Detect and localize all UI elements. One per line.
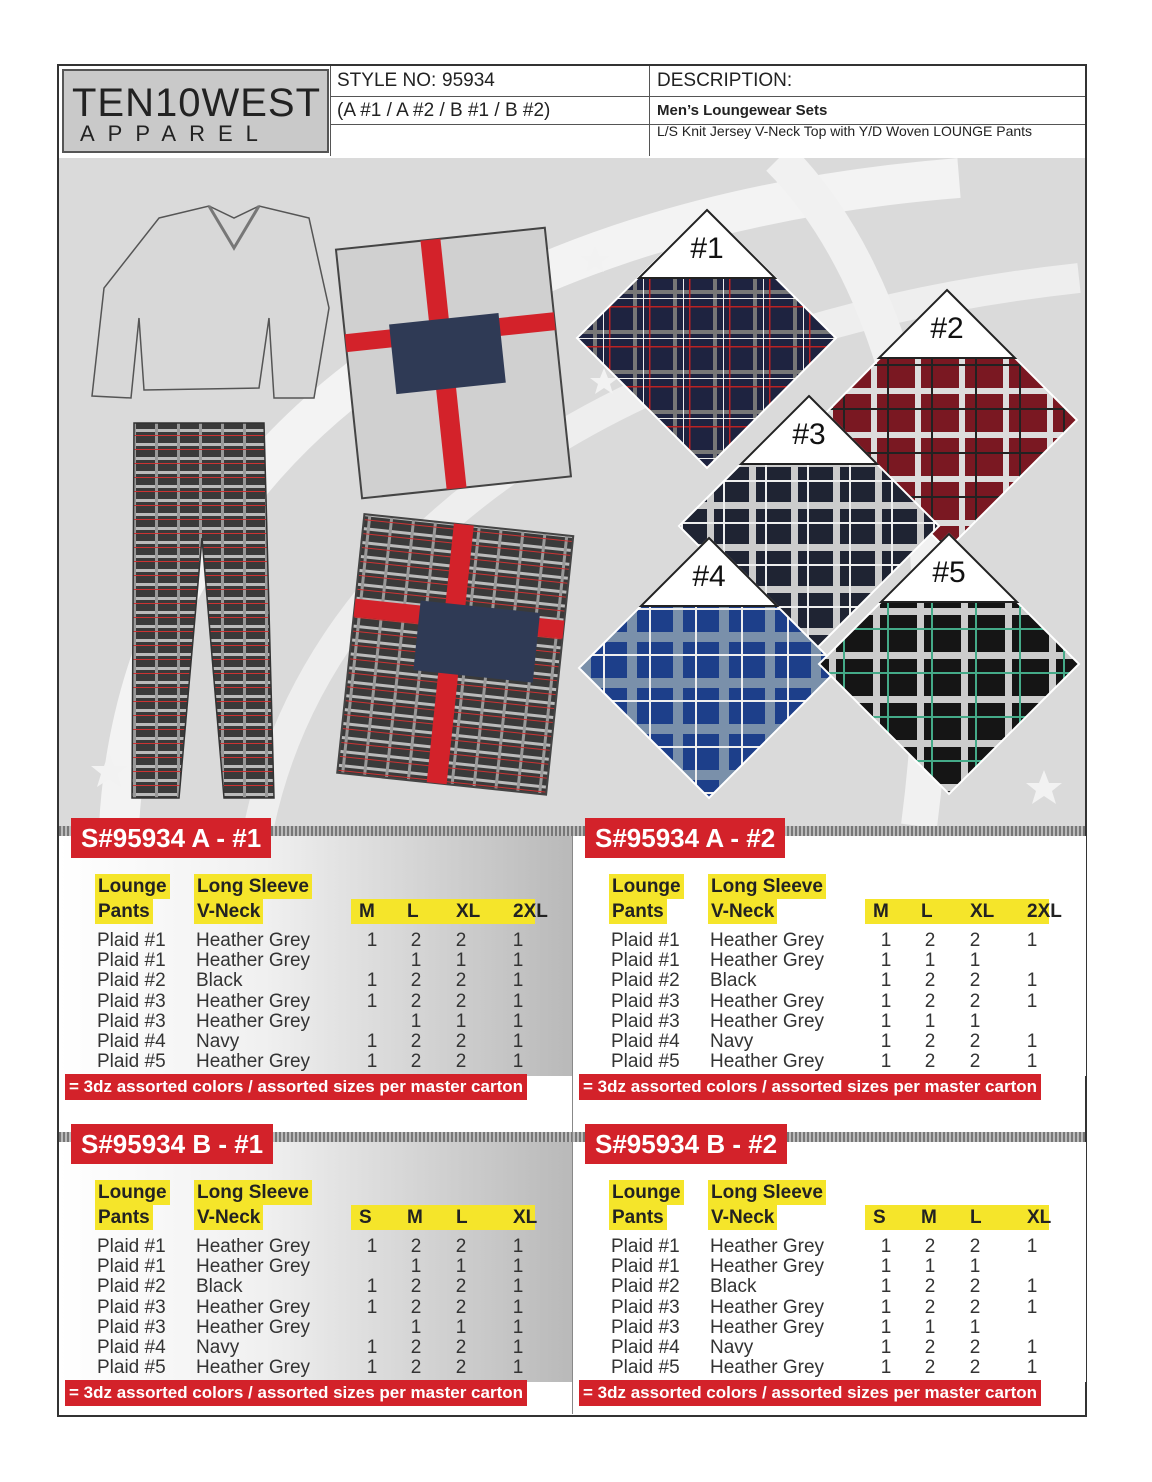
qty-cell: 2 [969,1276,981,1298]
qty-cell: 2 [969,1337,981,1358]
qty-cell: 2 [410,1236,422,1257]
qty-cell: 1 [512,1051,524,1073]
qty-cell: 1 [880,1337,892,1358]
row-top: Heather Grey [196,1256,311,1278]
row-pants: Plaid #1 [97,1256,166,1278]
qty-cell: 1 [366,1337,378,1358]
row-top: Heather Grey [710,1051,825,1073]
swatch-label-4: #4 [692,560,726,593]
qty-cell: 2 [969,1357,981,1379]
qty-cell: 1 [512,1256,524,1278]
qty-cell: 2 [410,990,422,1012]
qty-cell: 2 [924,1337,936,1358]
qty-cell: 2 [924,1051,936,1073]
swatch-label-5: #5 [932,556,966,589]
qty-cell: 1 [969,1256,981,1278]
row-top: Heather Grey [710,1236,825,1257]
header-long-sleeve: Long Sleeve [194,1180,312,1205]
size-header: M [407,1207,423,1228]
row-top: Heather Grey [196,1236,311,1257]
row-pants: Plaid #4 [611,1337,680,1358]
size-header: XL [456,901,481,922]
row-top: Heather Grey [196,1051,311,1073]
row-pants: Plaid #1 [97,950,166,972]
qty-cell: 1 [512,1236,524,1257]
qty-cell: 1 [1026,1296,1038,1318]
row-pants: Plaid #3 [97,1316,166,1338]
header-lounge: Lounge [95,1180,170,1205]
qty-cell: 2 [455,1031,467,1052]
qty-cell: 1 [1026,970,1038,992]
qty-cell: 1 [455,950,467,972]
row-pants: Plaid #2 [97,970,166,992]
swatch-label-3: #3 [792,418,826,451]
qty-cell: 1 [880,930,892,951]
row-pants: Plaid #5 [97,1051,166,1073]
qty-cell: 1 [512,1010,524,1032]
size-header: S [873,1207,886,1228]
qty-cell: 1 [1026,1357,1038,1379]
row-pants: Plaid #3 [611,1296,680,1318]
row-top: Heather Grey [196,1296,311,1318]
qty-cell: 2 [969,1031,981,1052]
qty-cell [1017,1012,1047,1032]
header-lounge: Lounge [609,1180,684,1205]
size-header: M [873,901,889,922]
header-v-neck: V-Neck [708,1205,777,1230]
header-pants: Pants [609,1205,667,1230]
row-top: Heather Grey [710,950,825,972]
size-header: XL [970,901,995,922]
qty-cell: 2 [969,1051,981,1073]
row-top: Heather Grey [196,1010,311,1032]
header-long-sleeve: Long Sleeve [194,874,312,899]
qty-cell: 1 [455,1316,467,1338]
style-tag: S#95934 A - #2 [585,818,785,858]
qty-cell: 1 [924,1010,936,1032]
size-header-band [865,899,1049,924]
qty-cell: 1 [366,1031,378,1052]
qty-cell: 2 [924,1296,936,1318]
style-tag: S#95934 B - #2 [585,1124,787,1164]
size-header: 2XL [1027,901,1062,922]
row-top: Navy [710,1337,754,1358]
row-top: Black [196,1276,243,1298]
qty-cell: 1 [1026,930,1038,951]
qty-cell: 1 [512,990,524,1012]
qty-cell: 2 [969,930,981,951]
row-pants: Plaid #3 [611,1316,680,1338]
qty-cell: 1 [512,970,524,992]
carton-note: = 3dz assorted colors / assorted sizes per master carton [65,1380,527,1406]
qty-cell: 1 [366,1357,378,1379]
row-pants: Plaid #2 [97,1276,166,1298]
style-tag: S#95934 A - #1 [71,818,271,858]
qty-cell: 1 [969,1010,981,1032]
qty-cell [357,1257,387,1277]
header-divider [330,66,331,156]
header-rule [330,96,1085,97]
qty-cell: 1 [880,1256,892,1278]
qty-cell: 1 [924,950,936,972]
row-pants: Plaid #3 [611,1010,680,1032]
qty-cell: 1 [455,1256,467,1278]
size-header: M [359,901,375,922]
qty-cell: 2 [455,990,467,1012]
header [59,66,1085,160]
row-pants: Plaid #3 [97,1010,166,1032]
qty-cell: 1 [512,950,524,972]
qty-cell: 2 [924,1031,936,1052]
qty-cell: 2 [924,1357,936,1379]
qty-cell: 1 [924,1316,936,1338]
qty-cell: 1 [1026,990,1038,1012]
qty-cell: 1 [410,1010,422,1032]
qty-cell: 1 [366,1236,378,1257]
qty-cell: 2 [410,1031,422,1052]
qty-cell: 2 [410,1357,422,1379]
qty-cell: 1 [512,1357,524,1379]
qty-cell: 1 [880,1316,892,1338]
row-pants: Plaid #4 [97,1337,166,1358]
size-header-band [351,1205,535,1230]
qty-cell: 1 [512,1296,524,1318]
row-pants: Plaid #4 [611,1031,680,1052]
size-header-band [865,1205,1049,1230]
qty-cell [357,1318,387,1338]
row-pants: Plaid #2 [611,970,680,992]
qty-cell: 1 [969,1316,981,1338]
qty-cell: 2 [969,970,981,992]
header-divider [649,66,650,156]
row-top: Heather Grey [196,1357,311,1379]
qty-cell: 1 [880,1276,892,1298]
header-lounge: Lounge [609,874,684,899]
product-description: L/S Knit Jersey V-Neck Top with Y/D Woven LOUNGE Pants [657,123,1033,139]
row-pants: Plaid #1 [611,1256,680,1278]
qty-cell: 2 [455,1276,467,1298]
qty-cell [1017,1318,1047,1338]
logo-subtitle: APPAREL [80,121,271,146]
style-number: 95934 [442,70,495,91]
row-pants: Plaid #1 [611,1236,680,1257]
qty-cell: 1 [1026,1337,1038,1358]
qty-cell: 1 [410,950,422,972]
qty-cell: 1 [880,990,892,1012]
header-long-sleeve: Long Sleeve [708,874,826,899]
assortment-panel [573,823,1086,1116]
qty-cell: 1 [880,1357,892,1379]
row-pants: Plaid #1 [611,950,680,972]
size-header: XL [1027,1207,1052,1228]
qty-cell: 1 [366,1051,378,1073]
logo-wordmark: TEN10WEST [72,81,322,125]
qty-cell: 1 [880,1236,892,1257]
row-top: Heather Grey [710,1357,825,1379]
size-header: L [407,901,419,922]
row-pants: Plaid #5 [97,1357,166,1379]
qty-cell: 1 [512,1031,524,1052]
header-v-neck: V-Neck [194,1205,263,1230]
row-top: Heather Grey [196,950,311,972]
row-top: Navy [196,1031,240,1052]
row-top: Heather Grey [196,1316,311,1338]
carton-note: = 3dz assorted colors / assorted sizes per master carton [579,1074,1041,1100]
row-pants: Plaid #1 [97,1236,166,1257]
qty-cell [1017,1257,1047,1277]
qty-cell: 2 [410,1276,422,1298]
qty-cell: 2 [924,970,936,992]
qty-cell: 2 [969,1236,981,1257]
swatch-label-1: #1 [690,232,724,265]
style-tag: S#95934 B - #1 [71,1124,273,1164]
row-top: Heather Grey [196,990,311,1012]
qty-cell [357,951,387,971]
size-header: S [359,1207,372,1228]
row-top: Heather Grey [710,1296,825,1318]
qty-cell: 1 [880,1051,892,1073]
header-pants: Pants [609,899,667,924]
qty-cell: 1 [1026,1031,1038,1052]
qty-cell: 2 [924,930,936,951]
row-top: Black [710,1276,757,1298]
qty-cell: 1 [1026,1051,1038,1073]
size-header: XL [513,1207,538,1228]
qty-cell: 1 [366,970,378,992]
qty-cell: 1 [969,950,981,972]
row-pants: Plaid #3 [611,990,680,1012]
qty-cell: 1 [880,1031,892,1052]
brand-logo [62,69,329,153]
qty-cell: 2 [455,930,467,951]
qty-cell: 2 [969,1296,981,1318]
row-top: Heather Grey [710,1256,825,1278]
size-header: 2XL [513,901,548,922]
row-top: Heather Grey [196,930,311,951]
qty-cell [357,1012,387,1032]
size-header: L [921,901,933,922]
spec-sheet [57,64,1087,1417]
qty-cell: 1 [1026,1276,1038,1298]
qty-cell: 2 [410,1296,422,1318]
row-top: Navy [710,1031,754,1052]
style-variants: (A #1 / A #2 / B #1 / B #2) [337,100,551,121]
qty-cell: 1 [366,930,378,951]
row-top: Heather Grey [710,990,825,1012]
header-pants: Pants [95,899,153,924]
description-label: DESCRIPTION: [657,70,793,91]
assortment-panel [59,823,572,1116]
qty-cell: 1 [880,1010,892,1032]
header-v-neck: V-Neck [194,899,263,924]
qty-cell: 1 [512,1276,524,1298]
row-top: Heather Grey [710,1010,825,1032]
qty-cell: 2 [455,970,467,992]
row-pants: Plaid #4 [97,1031,166,1052]
row-pants: Plaid #2 [611,1276,680,1298]
size-header-band [351,899,535,924]
qty-cell: 1 [880,970,892,992]
qty-cell: 1 [410,1316,422,1338]
qty-cell: 1 [512,1316,524,1338]
carton-note: = 3dz assorted colors / assorted sizes per master carton [579,1380,1041,1406]
product-title: Men’s Loungewear Sets [657,102,828,119]
artwork-area [59,158,1085,826]
qty-cell: 2 [455,1337,467,1358]
qty-cell: 2 [455,1051,467,1073]
assortment-panel [573,1129,1086,1422]
row-pants: Plaid #5 [611,1051,680,1073]
qty-cell: 2 [969,990,981,1012]
row-pants: Plaid #1 [97,930,166,951]
row-pants: Plaid #3 [97,990,166,1012]
qty-cell: 1 [366,1276,378,1298]
qty-cell: 2 [924,1236,936,1257]
row-pants: Plaid #5 [611,1357,680,1379]
qty-cell: 1 [1026,1236,1038,1257]
qty-cell [1017,951,1047,971]
qty-cell: 2 [455,1236,467,1257]
row-top: Black [710,970,757,992]
row-top: Heather Grey [710,1316,825,1338]
qty-cell: 2 [455,1296,467,1318]
qty-cell: 2 [410,930,422,951]
qty-cell: 1 [512,1337,524,1358]
qty-cell: 2 [924,990,936,1012]
assortment-panel [59,1129,572,1422]
size-header: M [921,1207,937,1228]
qty-cell: 1 [512,930,524,951]
header-rule [330,124,649,125]
qty-cell: 2 [410,970,422,992]
qty-cell: 1 [366,1296,378,1318]
qty-cell: 1 [880,950,892,972]
qty-cell: 1 [366,990,378,1012]
header-v-neck: V-Neck [708,899,777,924]
swatch-label-2: #2 [930,312,964,345]
row-pants: Plaid #3 [97,1296,166,1318]
artwork-background [59,158,1085,826]
style-label: STYLE NO: [337,70,437,91]
qty-cell: 1 [455,1010,467,1032]
qty-cell: 1 [880,1296,892,1318]
qty-cell: 2 [924,1276,936,1298]
size-header: L [970,1207,982,1228]
qty-cell: 2 [455,1357,467,1379]
size-header: L [456,1207,468,1228]
row-top: Heather Grey [710,930,825,951]
qty-cell: 2 [410,1051,422,1073]
header-lounge: Lounge [95,874,170,899]
row-top: Navy [196,1337,240,1358]
qty-cell: 1 [410,1256,422,1278]
qty-cell: 1 [924,1256,936,1278]
row-top: Black [196,970,243,992]
qty-cell: 2 [410,1337,422,1358]
header-long-sleeve: Long Sleeve [708,1180,826,1205]
row-pants: Plaid #1 [611,930,680,951]
header-pants: Pants [95,1205,153,1230]
carton-note: = 3dz assorted colors / assorted sizes per master carton [65,1074,527,1100]
